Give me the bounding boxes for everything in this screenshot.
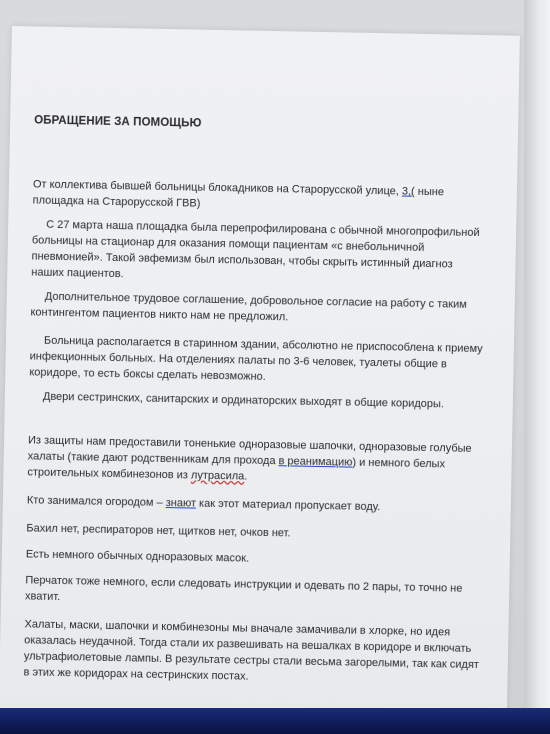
monitor-bezel (0, 708, 550, 734)
paragraph-8: Бахил нет, респираторов нет, щитков нет, очков нет. (26, 522, 291, 540)
monitor-edge (524, 0, 550, 734)
underlined-word-znayut: знают (165, 497, 197, 510)
underlined-phrase-reanimation: в реанимацию (278, 455, 353, 469)
paragraph-4: Больница располагается в старинном здании, абсолютно не приспособлена к приему инфекционных больных. На отделениях палаты по 3-6 человек, туалеты общие в коридоре, то есть боксы сделать невозможно. (29, 334, 483, 383)
paragraph-5: Двери сестринских, санитарских и ординаторских выходят в общие коридоры. (42, 390, 445, 411)
spellcheck-word-lutrasil: лутрасила (190, 469, 245, 483)
paragraph-11: Халаты, маски, шапочки и комбинезоны мы вначале замачивали в хлорке, но идея оказалась неудачной. Тогда стали их развешивать на вешалках в коридоре и включать ультрафиолетовые лампы. В результате сестры стали весьма загорелыми, так как сидят в этих же коридорах на сестринских постах. (23, 618, 480, 683)
paragraph-3: Дополнительное трудовое соглашение, добровольное согласие на работу с таким контингентом пациентов никто нам не предложил. (30, 290, 467, 324)
paragraph-7: Кто занимался огородом – знают как этот материал пропускает воду. (26, 494, 381, 514)
paragraph-6: Из защиты нам предоставили тоненькие одноразовые шапочки, одноразовые голубые халаты (такие дают родственникам для прохода в реанимацию) и немного белых строительных комбинезонов из лутрасила. (27, 434, 472, 483)
underlined-number: 3,( (401, 185, 415, 198)
document-page (0, 26, 520, 726)
paragraph-2: С 27 марта наша площадка была перепрофилирована с обычной многопрофильной больницы на стационар для оказания помощи пациентам «с внебольничной пневмонией». Такой эвфемизм был использован, чтобы скрыть истинный диагноз наших пациентов. (31, 218, 480, 281)
paragraph-1: От коллектива бывшей больницы блокадников на Старорусской улице, 3,( ныне площадка на Старорусской ГВВ) (32, 178, 445, 210)
document-title: ОБРАЩЕНИЕ ЗА ПОМОЩЬЮ (34, 114, 202, 130)
paragraph-9: Есть немного обычных одноразовых масок. (25, 548, 250, 565)
paragraph-10: Перчаток тоже немного, если следовать инструкции и одевать по 2 пары, то точно не хватит. (24, 574, 463, 604)
